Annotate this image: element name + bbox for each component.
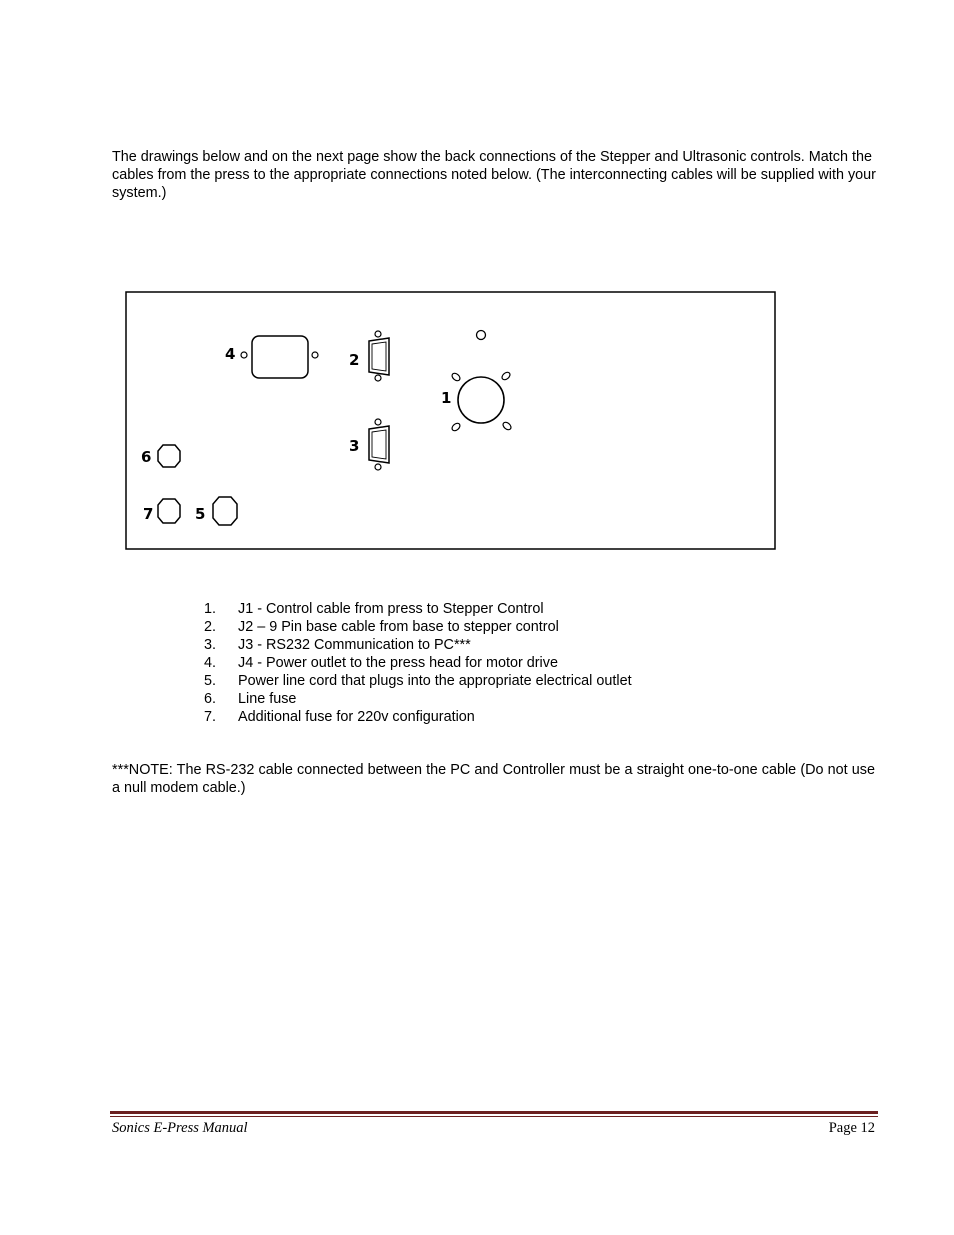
page-footer — [112, 1120, 875, 1137]
legend-item — [204, 618, 632, 636]
j4-power-outlet — [252, 336, 308, 378]
footer-page-number: Page 12 — [828, 1120, 875, 1136]
label-5: 5 — [195, 505, 206, 523]
legend-text: Additional fuse for 220v configuration — [238, 709, 475, 725]
j1-hole-upper-right — [501, 371, 512, 381]
j1-hole-lower-left — [451, 422, 462, 432]
legend-text: J4 - Power outlet to the press head for motor drive — [238, 655, 558, 671]
back-panel-diagram — [123, 289, 779, 553]
footer-rule-thin — [110, 1116, 878, 1117]
j4-mount-hole-left — [241, 352, 247, 358]
legend-number: 4. — [204, 655, 217, 671]
j1-hole-upper-left — [451, 372, 462, 382]
label-6: 6 — [141, 448, 152, 466]
legend-item — [204, 636, 632, 654]
legend-text: J3 - RS232 Communication to PC*** — [238, 637, 471, 653]
legend-text: J2 – 9 Pin base cable from base to stepper control — [238, 619, 559, 635]
legend-text: Line fuse — [238, 691, 297, 707]
j3-screw-top — [375, 419, 381, 425]
legend-number: 2. — [204, 619, 217, 635]
power-cord-inlet — [213, 497, 237, 525]
legend-number: 3. — [204, 637, 217, 653]
j3-connector-inner — [372, 430, 386, 459]
j1-top-hole — [477, 331, 486, 340]
footer-rule — [110, 1111, 878, 1114]
legend-text: Power line cord that plugs into the appropriate electrical outlet — [238, 673, 632, 689]
j1-hole-lower-right — [502, 421, 513, 431]
legend-number: 5. — [204, 673, 217, 689]
label-7: 7 — [143, 505, 154, 523]
j3-screw-bottom — [375, 464, 381, 470]
j1-control-connector — [458, 377, 504, 423]
label-3: 3 — [349, 437, 360, 455]
footer-manual-title: Sonics E-Press Manual — [112, 1120, 248, 1136]
label-2: 2 — [349, 351, 360, 369]
panel-outline — [126, 292, 775, 549]
intro-paragraph: The drawings below and on the next page show the back connections of the Stepper and Ultrasonic controls. Match the cables from the press to the appropriate connections noted below. (The interconnecting cables will be supplied with your system.) — [112, 149, 876, 201]
label-4: 4 — [225, 345, 236, 363]
legend-item — [204, 654, 632, 672]
legend-text: J1 - Control cable from press to Stepper Control — [238, 601, 544, 617]
connection-legend — [204, 600, 632, 726]
j2-screw-top — [375, 331, 381, 337]
legend-item — [204, 708, 632, 726]
legend-number: 6. — [204, 691, 217, 707]
fuse-220v-holder — [158, 499, 180, 523]
line-fuse-holder — [158, 445, 180, 467]
rs232-note: ***NOTE: The RS-232 cable connected between the PC and Controller must be a straight one-to-one cable (Do not use a null modem cable.) — [112, 762, 875, 796]
label-1: 1 — [441, 389, 452, 407]
legend-number: 7. — [204, 709, 217, 725]
j2-connector-inner — [372, 342, 386, 371]
j4-mount-hole-right — [312, 352, 318, 358]
legend-item — [204, 690, 632, 708]
legend-item — [204, 600, 632, 618]
legend-number: 1. — [204, 601, 217, 617]
legend-item — [204, 672, 632, 690]
j2-screw-bottom — [375, 375, 381, 381]
